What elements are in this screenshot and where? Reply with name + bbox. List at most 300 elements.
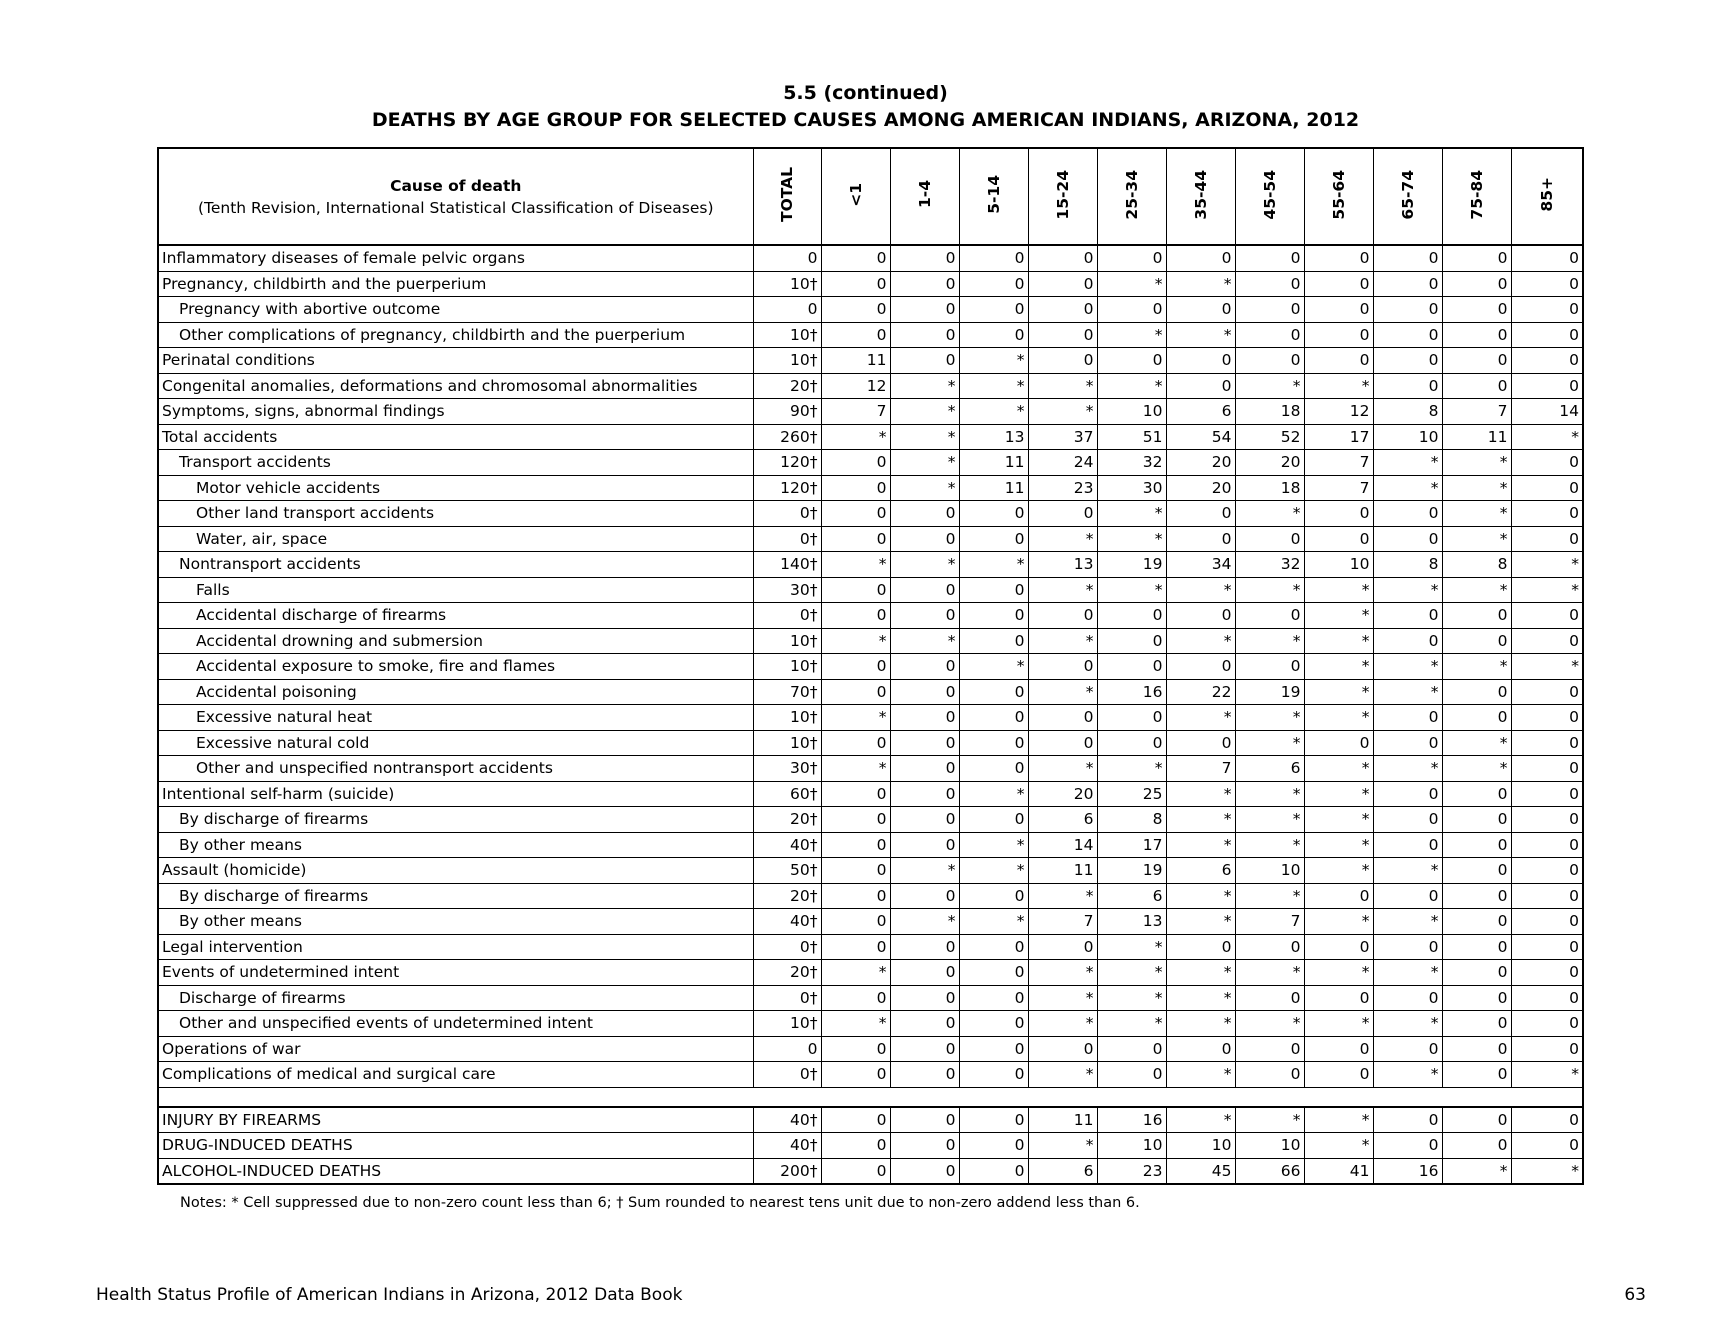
value-cell: 7	[1235, 909, 1304, 935]
value-cell: 0	[1235, 297, 1304, 323]
value-cell: *	[1442, 730, 1511, 756]
value-cell: 12	[1304, 399, 1373, 425]
value-cell: *	[890, 373, 959, 399]
cause-cell: Other and unspecified nontransport accidents	[158, 756, 753, 782]
value-cell: 0	[890, 603, 959, 629]
cause-cell: Excessive natural cold	[158, 730, 753, 756]
value-cell: 0	[1442, 271, 1511, 297]
value-cell: 0	[1235, 985, 1304, 1011]
cause-cell: Other and unspecified events of undetermined intent	[158, 1011, 753, 1037]
value-cell: *	[1511, 654, 1583, 680]
value-cell: 54	[1166, 424, 1235, 450]
value-cell: *	[1373, 960, 1442, 986]
value-cell: 10†	[753, 271, 821, 297]
value-cell: *	[1304, 1011, 1373, 1037]
cause-column-header	[158, 148, 753, 245]
value-cell: 0	[1442, 832, 1511, 858]
value-cell: *	[959, 781, 1028, 807]
cause-cell: Accidental drowning and submersion	[158, 628, 753, 654]
value-cell: *	[1373, 1062, 1442, 1088]
value-cell: *	[1304, 705, 1373, 731]
value-cell: 20†	[753, 373, 821, 399]
value-cell: *	[1097, 271, 1166, 297]
value-cell: 0	[1028, 245, 1097, 271]
cause-cell: Symptoms, signs, abnormal findings	[158, 399, 753, 425]
value-cell: 0	[1028, 322, 1097, 348]
value-cell: 22	[1166, 679, 1235, 705]
value-cell: 0†	[753, 1062, 821, 1088]
column-header	[1511, 148, 1583, 245]
value-cell: *	[1028, 960, 1097, 986]
value-cell: *	[1304, 628, 1373, 654]
value-cell: *	[1373, 450, 1442, 476]
value-cell: 0	[821, 271, 890, 297]
value-cell: 0	[1373, 348, 1442, 374]
value-cell: 16	[1097, 1107, 1166, 1133]
cause-cell: INJURY BY FIREARMS	[158, 1107, 753, 1133]
value-cell: *	[1235, 1107, 1304, 1133]
value-cell: 0	[821, 679, 890, 705]
cause-cell: Events of undetermined intent	[158, 960, 753, 986]
value-cell: 0	[821, 1062, 890, 1088]
value-cell: 14	[1028, 832, 1097, 858]
table-row	[158, 577, 1583, 603]
value-cell: 0	[1235, 271, 1304, 297]
table-row	[158, 705, 1583, 731]
value-cell: 11	[959, 450, 1028, 476]
column-header	[1304, 148, 1373, 245]
value-cell: *	[1235, 960, 1304, 986]
cause-cell: Perinatal conditions	[158, 348, 753, 374]
value-cell: 0	[959, 628, 1028, 654]
value-cell: 0	[1304, 883, 1373, 909]
value-cell: 0	[1373, 297, 1442, 323]
value-cell: 30†	[753, 577, 821, 603]
value-cell: 0	[1373, 934, 1442, 960]
value-cell: 40†	[753, 909, 821, 935]
value-cell: 120†	[753, 450, 821, 476]
value-cell: 0	[959, 985, 1028, 1011]
value-cell: 0	[1511, 245, 1583, 271]
cause-cell: Pregnancy, childbirth and the puerperium	[158, 271, 753, 297]
value-cell: 37	[1028, 424, 1097, 450]
value-cell: 0†	[753, 985, 821, 1011]
value-cell: 0	[821, 322, 890, 348]
value-cell: 13	[959, 424, 1028, 450]
value-cell: 0	[1235, 245, 1304, 271]
value-cell: 0	[890, 934, 959, 960]
value-cell: 0	[821, 1133, 890, 1159]
value-cell: 7	[1028, 909, 1097, 935]
value-cell: 6	[1166, 399, 1235, 425]
value-cell: *	[1442, 450, 1511, 476]
value-cell: 41	[1304, 1158, 1373, 1184]
value-cell: *	[1097, 322, 1166, 348]
value-cell: 0	[1235, 348, 1304, 374]
table-row	[158, 475, 1583, 501]
value-cell: *	[1097, 1011, 1166, 1037]
value-cell: *	[1511, 577, 1583, 603]
value-cell: 0	[1028, 297, 1097, 323]
value-cell: 0	[1511, 679, 1583, 705]
table-row	[158, 858, 1583, 884]
value-cell: 0	[1028, 705, 1097, 731]
value-cell: *	[1028, 1062, 1097, 1088]
value-cell: 0	[1511, 705, 1583, 731]
value-cell: 0	[890, 781, 959, 807]
value-cell: 0	[1511, 450, 1583, 476]
value-cell: 0	[821, 858, 890, 884]
value-cell: 0	[1511, 1011, 1583, 1037]
value-cell: 0	[821, 603, 890, 629]
value-cell: 0	[1097, 705, 1166, 731]
value-cell: 0†	[753, 526, 821, 552]
value-cell: *	[1097, 501, 1166, 527]
value-cell: 0	[821, 245, 890, 271]
value-cell: *	[821, 424, 890, 450]
column-header-label: 25-34	[1122, 169, 1141, 220]
value-cell: *	[1028, 526, 1097, 552]
value-cell: 0	[753, 245, 821, 271]
table-row	[158, 603, 1583, 629]
value-cell: 0	[890, 1011, 959, 1037]
value-cell: 0	[1028, 1036, 1097, 1062]
value-cell: 0†	[753, 603, 821, 629]
table-row	[158, 373, 1583, 399]
column-header-label: 35-44	[1191, 169, 1210, 220]
value-cell: 17	[1304, 424, 1373, 450]
value-cell: 0	[959, 1036, 1028, 1062]
value-cell: *	[1304, 858, 1373, 884]
value-cell: 20	[1166, 450, 1235, 476]
value-cell: 0	[1442, 858, 1511, 884]
value-cell: 40†	[753, 1107, 821, 1133]
value-cell: *	[1097, 756, 1166, 782]
value-cell: 6	[1235, 756, 1304, 782]
cause-column-title: Cause of death	[390, 176, 522, 195]
value-cell: *	[959, 552, 1028, 578]
value-cell: *	[821, 756, 890, 782]
value-cell: 0	[1511, 603, 1583, 629]
value-cell: 0	[890, 1107, 959, 1133]
value-cell: 0	[1442, 297, 1511, 323]
value-cell: *	[1028, 985, 1097, 1011]
summary-body	[158, 1107, 1583, 1185]
value-cell: 0	[1304, 271, 1373, 297]
value-cell: 0†	[753, 501, 821, 527]
value-cell: 7	[1304, 450, 1373, 476]
value-cell: 0	[1097, 1062, 1166, 1088]
column-header-label: 65-74	[1398, 169, 1417, 220]
value-cell: 0	[821, 730, 890, 756]
value-cell: 8	[1442, 552, 1511, 578]
value-cell: 0	[1304, 1062, 1373, 1088]
value-cell: 0	[1304, 322, 1373, 348]
value-cell: 0	[1304, 526, 1373, 552]
value-cell: *	[1235, 883, 1304, 909]
value-cell: *	[1166, 271, 1235, 297]
value-cell: *	[890, 552, 959, 578]
value-cell: 0	[959, 730, 1028, 756]
cause-cell: Motor vehicle accidents	[158, 475, 753, 501]
value-cell: 0	[821, 450, 890, 476]
value-cell: 0	[1373, 1133, 1442, 1159]
value-cell: 0	[821, 577, 890, 603]
value-cell: 0	[1442, 985, 1511, 1011]
table-row	[158, 832, 1583, 858]
value-cell: *	[1304, 1107, 1373, 1133]
value-cell: 0	[890, 526, 959, 552]
value-cell: 25	[1097, 781, 1166, 807]
value-cell: 0	[890, 501, 959, 527]
value-cell: 0	[1442, 679, 1511, 705]
value-cell: 0	[890, 1036, 959, 1062]
value-cell: 0	[1442, 373, 1511, 399]
value-cell: *	[1097, 373, 1166, 399]
value-cell: 18	[1235, 475, 1304, 501]
value-cell: 0	[890, 271, 959, 297]
value-cell: 0	[1235, 934, 1304, 960]
value-cell: 0	[1373, 883, 1442, 909]
value-cell: 0	[959, 603, 1028, 629]
value-cell: 0	[1373, 807, 1442, 833]
value-cell: 0	[1097, 628, 1166, 654]
value-cell: 0	[890, 297, 959, 323]
column-header	[1373, 148, 1442, 245]
column-header-label: 1-4	[915, 180, 934, 209]
value-cell: 14	[1511, 399, 1583, 425]
value-cell: 0	[1511, 781, 1583, 807]
value-cell: 0	[1442, 705, 1511, 731]
value-cell: 0	[1028, 348, 1097, 374]
value-cell: 0	[1442, 603, 1511, 629]
value-cell: *	[1373, 679, 1442, 705]
value-cell: 0	[1304, 1036, 1373, 1062]
value-cell: 0	[1511, 756, 1583, 782]
value-cell: 16	[1373, 1158, 1442, 1184]
value-cell: *	[1166, 832, 1235, 858]
value-cell: *	[1166, 1062, 1235, 1088]
value-cell: 0	[959, 271, 1028, 297]
value-cell: 120†	[753, 475, 821, 501]
value-cell: *	[1373, 909, 1442, 935]
value-cell: 0	[890, 245, 959, 271]
value-cell: 10	[1097, 1133, 1166, 1159]
value-cell: *	[1166, 1107, 1235, 1133]
column-header-label: 5-14	[984, 175, 1003, 214]
value-cell: 0	[1511, 1036, 1583, 1062]
value-cell: 0	[959, 526, 1028, 552]
value-cell: 7	[821, 399, 890, 425]
value-cell: *	[821, 628, 890, 654]
cause-cell: Water, air, space	[158, 526, 753, 552]
value-cell: 20†	[753, 807, 821, 833]
value-cell: *	[1028, 399, 1097, 425]
value-cell: *	[1235, 628, 1304, 654]
value-cell: *	[1166, 628, 1235, 654]
value-cell: 0	[1166, 297, 1235, 323]
value-cell: *	[959, 654, 1028, 680]
value-cell: 34	[1166, 552, 1235, 578]
value-cell: 0	[1028, 934, 1097, 960]
value-cell: 0	[821, 883, 890, 909]
cause-cell: Assault (homicide)	[158, 858, 753, 884]
table-row	[158, 883, 1583, 909]
value-cell: *	[1166, 577, 1235, 603]
value-cell: 50†	[753, 858, 821, 884]
value-cell: 0	[1304, 348, 1373, 374]
value-cell: *	[959, 909, 1028, 935]
value-cell: 0	[1511, 960, 1583, 986]
column-header-label: 15-24	[1053, 169, 1072, 220]
value-cell: *	[1511, 1158, 1583, 1184]
column-header-label: 45-54	[1260, 169, 1279, 220]
value-cell: 0	[1511, 526, 1583, 552]
value-cell: *	[821, 705, 890, 731]
value-cell: 0	[1511, 909, 1583, 935]
value-cell: 10	[1235, 858, 1304, 884]
value-cell: 24	[1028, 450, 1097, 476]
value-cell: 0	[1235, 1036, 1304, 1062]
value-cell: 16	[1097, 679, 1166, 705]
value-cell: *	[890, 424, 959, 450]
value-cell: *	[1235, 577, 1304, 603]
value-cell: *	[1442, 577, 1511, 603]
value-cell: 0	[1373, 526, 1442, 552]
value-cell: *	[1304, 832, 1373, 858]
cause-cell: By discharge of firearms	[158, 883, 753, 909]
value-cell: 0	[959, 245, 1028, 271]
table-row	[158, 1158, 1583, 1184]
value-cell: 11	[959, 475, 1028, 501]
value-cell: 0	[959, 1133, 1028, 1159]
value-cell: 30	[1097, 475, 1166, 501]
value-cell: *	[959, 858, 1028, 884]
value-cell: 0	[959, 1158, 1028, 1184]
value-cell: *	[1304, 577, 1373, 603]
value-cell: *	[1097, 985, 1166, 1011]
value-cell: 0	[1442, 781, 1511, 807]
value-cell: *	[1304, 654, 1373, 680]
column-header	[1028, 148, 1097, 245]
value-cell: *	[1235, 807, 1304, 833]
cause-cell: Inflammatory diseases of female pelvic organs	[158, 245, 753, 271]
value-cell: 0	[959, 807, 1028, 833]
value-cell: 0	[1097, 603, 1166, 629]
value-cell: 0	[1097, 654, 1166, 680]
value-cell: 0	[959, 883, 1028, 909]
value-cell: 23	[1097, 1158, 1166, 1184]
value-cell: 0	[1166, 501, 1235, 527]
value-cell: 0	[1373, 985, 1442, 1011]
value-cell: 0	[1511, 348, 1583, 374]
value-cell: *	[1304, 781, 1373, 807]
column-header	[821, 148, 890, 245]
table-row	[158, 1011, 1583, 1037]
value-cell: 10	[1235, 1133, 1304, 1159]
value-cell: *	[821, 1011, 890, 1037]
value-cell: 0	[890, 883, 959, 909]
cause-cell: Falls	[158, 577, 753, 603]
value-cell: 18	[1235, 399, 1304, 425]
cause-cell: Congenital anomalies, deformations and chromosomal abnormalities	[158, 373, 753, 399]
value-cell: *	[1028, 756, 1097, 782]
value-cell: 40†	[753, 1133, 821, 1159]
value-cell: 0	[1511, 271, 1583, 297]
value-cell: 0	[1097, 730, 1166, 756]
value-cell: *	[1304, 679, 1373, 705]
value-cell: 0	[1511, 628, 1583, 654]
value-cell: *	[890, 475, 959, 501]
table-row	[158, 526, 1583, 552]
value-cell: 0	[890, 1133, 959, 1159]
value-cell: 0	[1442, 807, 1511, 833]
value-cell: 0	[1373, 271, 1442, 297]
value-cell: 0	[959, 322, 1028, 348]
value-cell: 0	[1373, 501, 1442, 527]
value-cell: 0	[959, 501, 1028, 527]
cause-cell: DRUG-INDUCED DEATHS	[158, 1133, 753, 1159]
value-cell: 0	[1373, 730, 1442, 756]
value-cell: 19	[1097, 858, 1166, 884]
value-cell: 260†	[753, 424, 821, 450]
value-cell: 0	[1304, 501, 1373, 527]
cause-cell: Complications of medical and surgical care	[158, 1062, 753, 1088]
value-cell: 17	[1097, 832, 1166, 858]
value-cell: 0	[1235, 1062, 1304, 1088]
cause-cell: By discharge of firearms	[158, 807, 753, 833]
value-cell: 0	[959, 1107, 1028, 1133]
value-cell: *	[959, 399, 1028, 425]
value-cell: 0	[1028, 271, 1097, 297]
value-cell: 0	[959, 1062, 1028, 1088]
value-cell: 0	[1304, 730, 1373, 756]
value-cell: 0	[1442, 628, 1511, 654]
value-cell: 0	[1373, 603, 1442, 629]
footer-title: Health Status Profile of American Indians in Arizona, 2012 Data Book	[96, 1285, 683, 1305]
value-cell: 13	[1028, 552, 1097, 578]
cause-cell: Other complications of pregnancy, childbirth and the puerperium	[158, 322, 753, 348]
value-cell: *	[1304, 909, 1373, 935]
value-cell: *	[1097, 526, 1166, 552]
value-cell: 10†	[753, 628, 821, 654]
column-header-label: <1	[846, 182, 865, 207]
table-body	[158, 245, 1583, 1087]
table-number: 5.5 (continued)	[783, 82, 948, 104]
table-row	[158, 399, 1583, 425]
table-row	[158, 297, 1583, 323]
value-cell: 0	[1511, 297, 1583, 323]
value-cell: 0	[1097, 245, 1166, 271]
value-cell: 11	[1028, 858, 1097, 884]
cause-cell: By other means	[158, 909, 753, 935]
cause-column-subtitle: (Tenth Revision, International Statistical Classification of Diseases)	[197, 198, 714, 217]
table-spacer	[158, 1087, 1583, 1107]
value-cell: 20	[1028, 781, 1097, 807]
value-cell: 0	[1442, 1036, 1511, 1062]
value-cell: *	[1097, 577, 1166, 603]
table-row	[158, 245, 1583, 271]
value-cell: 0	[1373, 832, 1442, 858]
value-cell: 20	[1235, 450, 1304, 476]
value-cell: *	[1235, 1011, 1304, 1037]
value-cell: 0	[1373, 781, 1442, 807]
table-row	[158, 985, 1583, 1011]
table-row	[158, 960, 1583, 986]
value-cell: *	[959, 373, 1028, 399]
value-cell: *	[1442, 475, 1511, 501]
value-cell: 0	[1442, 1062, 1511, 1088]
